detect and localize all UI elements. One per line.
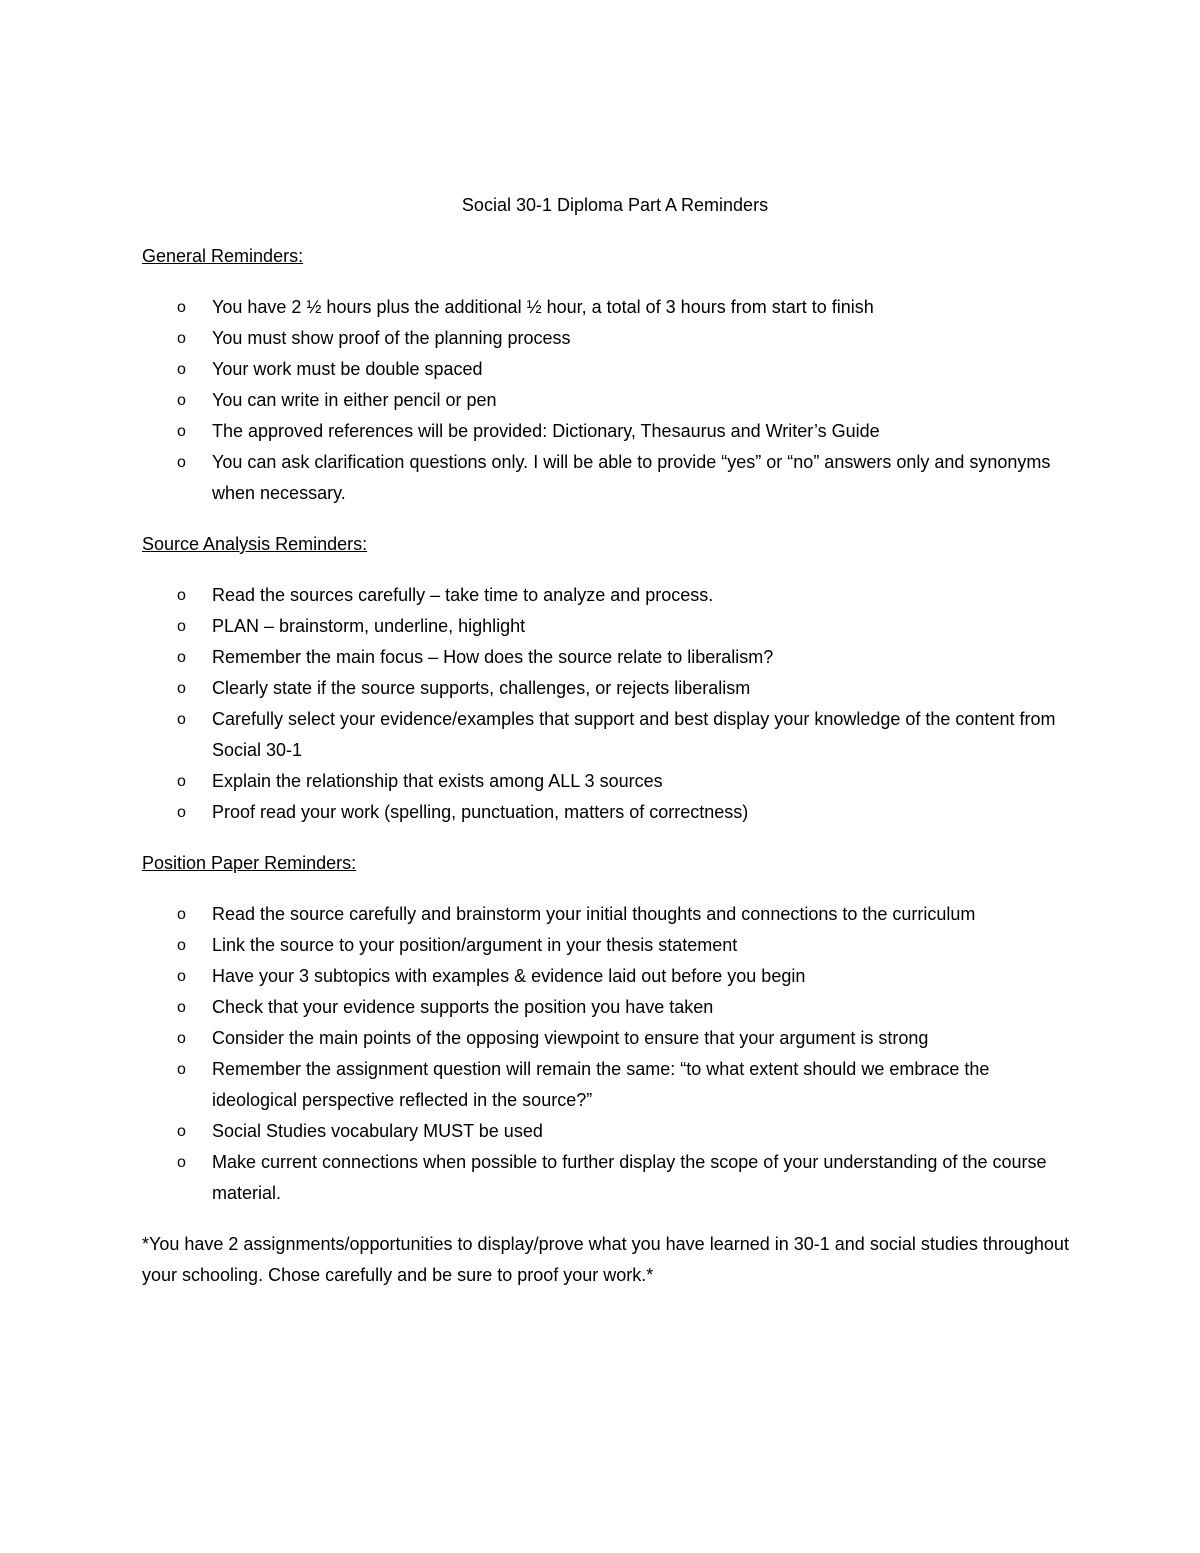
list-item — [142, 1023, 1072, 1054]
section-source-analysis-reminders — [142, 529, 1072, 828]
section-heading: General Reminders: — [142, 246, 304, 266]
bullet-icon: o — [177, 906, 186, 923]
bullet-icon: o — [177, 587, 186, 604]
list-item — [142, 292, 1072, 323]
section-heading: Source Analysis Reminders: — [142, 534, 368, 554]
list-item — [142, 611, 1072, 642]
list-item — [142, 323, 1072, 354]
list-item — [142, 992, 1072, 1023]
document-title: Social 30-1 Diploma Part A Reminders — [461, 195, 769, 215]
list-item-text: Consider the main points of the opposing viewpoint to ensure that your argument is strong — [212, 1028, 929, 1048]
bullet-icon: o — [177, 423, 186, 440]
list-item — [142, 766, 1072, 797]
list-item — [142, 580, 1072, 611]
list-item-text: You can write in either pencil or pen — [212, 390, 497, 410]
list-item-text: Remember the main focus – How does the source relate to liberalism? — [212, 647, 774, 667]
bullet-icon: o — [177, 361, 186, 378]
list-item-text: Check that your evidence supports the position you have taken — [212, 997, 714, 1017]
bullet-icon: o — [177, 299, 186, 316]
list-item — [142, 961, 1072, 992]
list-item-text: You can ask clarification questions only. I will be able to provide “yes” or “no” answers only and synonyms when necessary. — [212, 452, 1051, 503]
document-body — [142, 190, 1072, 1291]
bullet-icon: o — [177, 330, 186, 347]
list-item — [142, 930, 1072, 961]
bullet-list — [142, 292, 1072, 509]
list-item-text: Have your 3 subtopics with examples & evidence laid out before you begin — [212, 966, 806, 986]
list-item — [142, 416, 1072, 447]
list-item-text: You have 2 ½ hours plus the additional ½ hour, a total of 3 hours from start to finish — [212, 297, 874, 317]
list-item — [142, 797, 1072, 828]
bullet-icon: o — [177, 804, 186, 821]
bullet-icon: o — [177, 618, 186, 635]
list-item-text: Proof read your work (spelling, punctuation, matters of correctness) — [212, 802, 749, 822]
list-item — [142, 1116, 1072, 1147]
section-general-reminders — [142, 241, 1072, 509]
list-item — [142, 1054, 1072, 1116]
bullet-icon: o — [177, 392, 186, 409]
list-item-text: Carefully select your evidence/examples that support and best display your knowledge of the content from Social 30-1 — [212, 709, 1056, 760]
bullet-icon: o — [177, 968, 186, 985]
list-item — [142, 704, 1072, 766]
list-item — [142, 385, 1072, 416]
list-item — [142, 642, 1072, 673]
list-item-text: Your work must be double spaced — [212, 359, 483, 379]
list-item-text: The approved references will be provided: Dictionary, Thesaurus and Writer’s Guide — [212, 421, 880, 441]
list-item-text: You must show proof of the planning process — [212, 328, 571, 348]
bullet-icon: o — [177, 1061, 186, 1078]
list-item-text: PLAN – brainstorm, underline, highlight — [212, 616, 526, 636]
closing-note: *You have 2 assignments/opportunities to display/prove what you have learned in 30-1 and social studies throughout your schooling. Chose carefully and be sure to proof your work.* — [142, 1234, 1069, 1285]
bullet-icon: o — [177, 680, 186, 697]
section-position-paper-reminders — [142, 848, 1072, 1209]
list-item — [142, 447, 1072, 509]
list-item — [142, 354, 1072, 385]
list-item-text: Read the sources carefully – take time to analyze and process. — [212, 585, 714, 605]
list-item-text: Explain the relationship that exists among ALL 3 sources — [212, 771, 663, 791]
bullet-icon: o — [177, 773, 186, 790]
section-heading: Position Paper Reminders: — [142, 853, 357, 873]
list-item-text: Remember the assignment question will remain the same: “to what extent should we embrace the ideological perspective reflected in the source?” — [212, 1059, 990, 1110]
bullet-list — [142, 580, 1072, 828]
bullet-list — [142, 899, 1072, 1209]
list-item — [142, 673, 1072, 704]
list-item-text: Link the source to your position/argument in your thesis statement — [212, 935, 738, 955]
list-item-text: Clearly state if the source supports, challenges, or rejects liberalism — [212, 678, 751, 698]
bullet-icon: o — [177, 711, 186, 728]
list-item — [142, 1147, 1072, 1209]
list-item-text: Read the source carefully and brainstorm your initial thoughts and connections to the curriculum — [212, 904, 976, 924]
list-item — [142, 899, 1072, 930]
bullet-icon: o — [177, 1030, 186, 1047]
bullet-icon: o — [177, 1154, 186, 1171]
bullet-icon: o — [177, 1123, 186, 1140]
bullet-icon: o — [177, 454, 186, 471]
bullet-icon: o — [177, 937, 186, 954]
list-item-text: Make current connections when possible to further display the scope of your understanding of the course material. — [212, 1152, 1047, 1203]
bullet-icon: o — [177, 649, 186, 666]
list-item-text: Social Studies vocabulary MUST be used — [212, 1121, 543, 1141]
bullet-icon: o — [177, 999, 186, 1016]
